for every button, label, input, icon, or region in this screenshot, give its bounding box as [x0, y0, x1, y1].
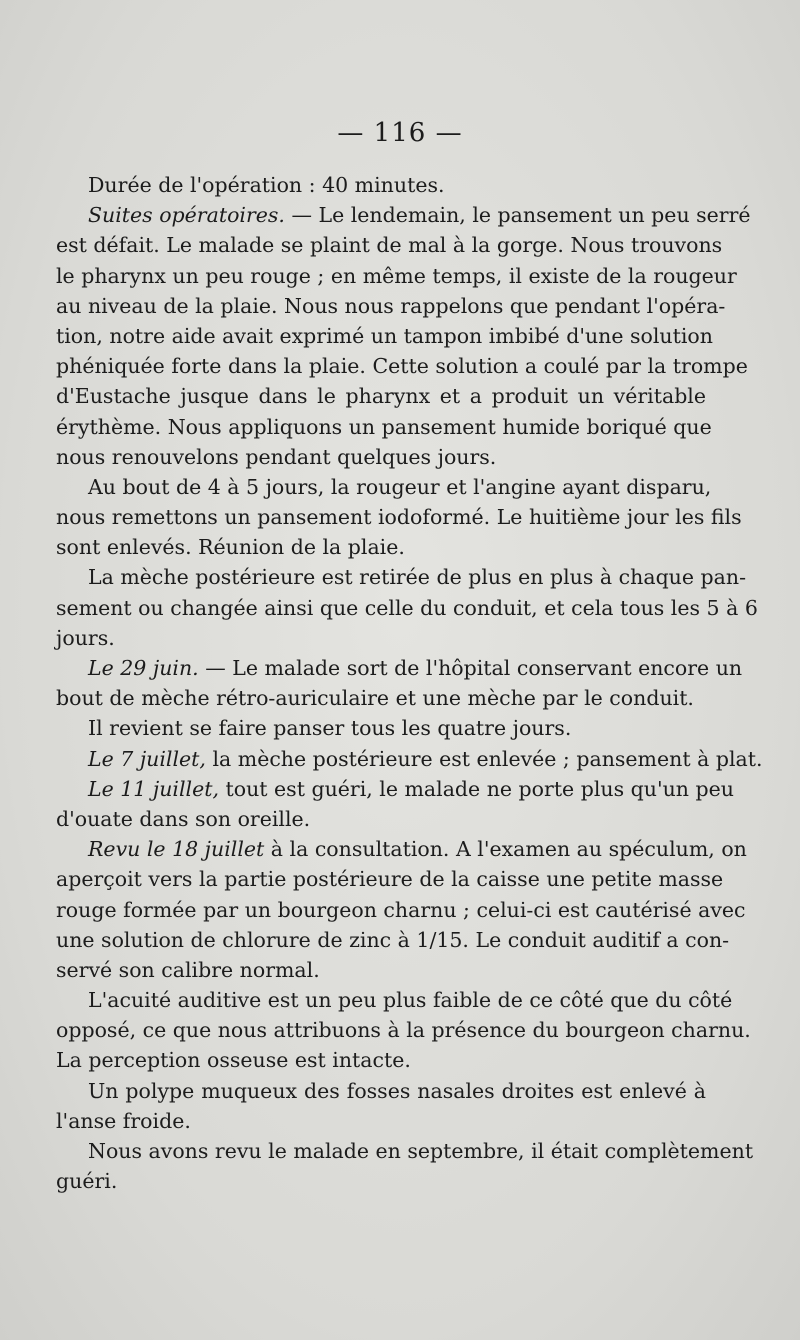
text-line	[56, 955, 706, 985]
page-number: — 116 —	[337, 118, 463, 148]
text-line	[56, 593, 758, 623]
line-text: est défait. Le malade se plaint de mal à la gorge. Nous trouvons	[56, 233, 723, 258]
text-line	[56, 291, 726, 321]
line-text: — Le lendemain, le pansement un peu serré	[284, 203, 751, 228]
text-line	[56, 804, 706, 834]
line-text: servé son calibre normal.	[56, 957, 320, 982]
text-line	[56, 653, 743, 683]
text-line	[56, 1015, 751, 1045]
line-text: La perception osseuse est intacte.	[56, 1048, 411, 1073]
text-line	[56, 1166, 706, 1196]
text-line	[56, 744, 763, 774]
line-text: d'ouate dans son oreille.	[56, 806, 311, 831]
line-text: au niveau de la plaie. Nous nous rappelons que pendant l'opéra-	[56, 293, 726, 318]
text-line	[56, 1045, 706, 1075]
line-text: — Le malade sort de l'hôpital conservant encore un	[198, 656, 743, 680]
line-text: sement ou changée ainsi que celle du conduit, et cela tous les 5 à 6	[56, 595, 758, 620]
text-line	[56, 472, 712, 502]
line-text: sont enlevés. Réunion de la plaie.	[56, 535, 405, 560]
text-line	[56, 442, 706, 472]
text-line	[56, 834, 747, 864]
line-text: une solution de chlorure de zinc à 1/15. Le conduit auditif a con-	[56, 927, 730, 952]
text-line	[56, 985, 733, 1015]
italic-text: Suites opératoires.	[88, 203, 285, 228]
line-text: Il revient se faire panser tous les quatre jours.	[88, 716, 572, 741]
line-text: nous remettons un pansement iodoformé. Le huitième jour les fils	[56, 505, 742, 530]
text-line	[56, 381, 706, 411]
line-text: opposé, ce que nous attribuons à la présence du bourgeon charnu.	[56, 1018, 751, 1043]
text-line	[56, 925, 730, 955]
italic-text: Revu le 18 juillet	[88, 837, 265, 862]
italic-text: Le 11 juillet,	[88, 776, 219, 801]
line-text: L'acuité auditive est un peu plus faible de ce côté que du côté	[88, 988, 733, 1013]
line-text: La mèche postérieure est retirée de plus en plus à chaque pan-	[88, 565, 747, 590]
italic-text: Le 29 juin.	[88, 656, 199, 680]
line-text: d'Eustache jusque dans le pharynx et a produit un véritable	[56, 384, 706, 409]
line-text: aperçoit vers la partie postérieure de la caisse une petite masse	[56, 867, 724, 892]
line-text: bout de mèche rétro-auriculaire et une mèche par le conduit.	[56, 686, 694, 711]
text-line	[56, 1136, 754, 1166]
line-text: Nous avons revu le malade en septembre, il était complètement	[88, 1139, 754, 1163]
text-line	[56, 261, 737, 291]
line-text: à la consultation. A l'examen au spéculum, on	[264, 837, 747, 862]
text-line	[56, 895, 746, 925]
text-line	[56, 230, 723, 260]
line-text: Un polype muqueux des fosses nasales droites est enlevé à	[88, 1078, 706, 1103]
line-text: jours.	[56, 625, 115, 650]
line-text: guéri.	[56, 1169, 118, 1194]
text-line	[56, 1106, 706, 1136]
text-line	[56, 502, 742, 532]
text-line	[56, 351, 748, 381]
text-line	[56, 170, 706, 200]
line-text: tout est guéri, le malade ne porte plus qu'un peu	[218, 776, 734, 801]
body-text	[56, 170, 763, 1196]
text-line	[56, 683, 706, 713]
text-line	[56, 412, 712, 442]
line-text: nous renouvelons pendant quelques jours.	[56, 444, 497, 469]
line-text: Durée de l'opération : 40 minutes.	[88, 173, 445, 197]
text-line	[56, 1076, 706, 1106]
line-text: érythème. Nous appliquons un pansement humide boriqué que	[56, 414, 712, 439]
line-text: Au bout de 4 à 5 jours, la rougeur et l'angine ayant disparu,	[88, 474, 712, 499]
line-text: la mèche postérieure est enlevée ; pansement à plat.	[205, 746, 763, 771]
line-text: l'anse froide.	[56, 1108, 191, 1133]
line-text: phéniquée forte dans la plaie. Cette solution a coulé par la trompe	[56, 354, 748, 379]
line-text: tion, notre aide avait exprimé un tampon imbibé d'une solution	[56, 323, 713, 348]
text-line	[56, 623, 706, 653]
line-text: rouge formée par un bourgeon charnu ; celui-ci est cautérisé avec	[56, 897, 746, 922]
text-line	[56, 864, 724, 894]
text-line	[56, 321, 713, 351]
text-line	[56, 200, 751, 230]
text-line	[56, 713, 706, 743]
text-line	[56, 562, 747, 592]
line-text: le pharynx un peu rouge ; en même temps, il existe de la rougeur	[56, 263, 737, 288]
text-line	[56, 774, 734, 804]
italic-text: Le 7 juillet,	[88, 746, 206, 771]
text-line	[56, 532, 706, 562]
